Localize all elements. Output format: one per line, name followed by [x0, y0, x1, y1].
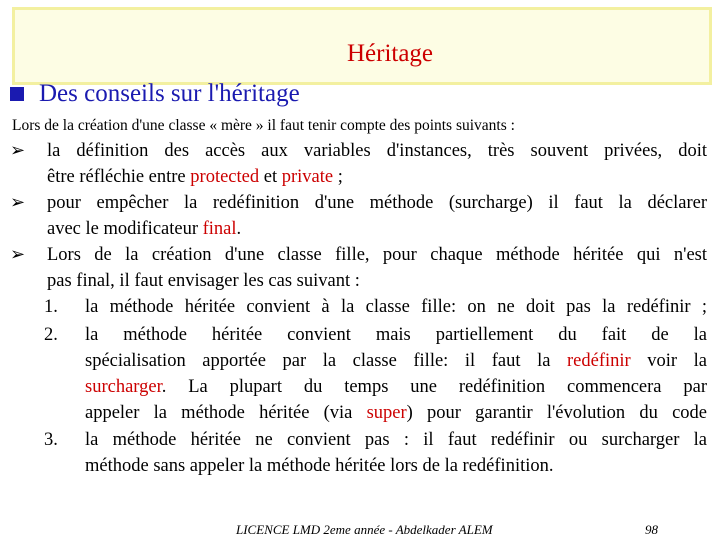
heading-text: Des conseils sur l'héritage: [39, 80, 300, 107]
bullet1-line2: [47, 164, 343, 190]
keyword-super: super: [366, 403, 407, 423]
text-span: . La plupart du temps une redéfinition commencera par: [161, 377, 707, 397]
footer-credit: LICENCE LMD 2eme année - Abdelkader ALEM: [236, 522, 493, 537]
bullet1-line1: la définition des accès aux variables d'instances, très souvent privées, doit: [47, 141, 707, 161]
text-span: .: [236, 219, 242, 239]
text-span: être réfléchie entre: [47, 167, 191, 187]
keyword-private: private: [281, 167, 334, 187]
bullet3-line1: Lors de la création d'une classe fille, pour chaque méthode héritée qui n'est: [47, 245, 707, 265]
keyword-final: final: [202, 219, 237, 239]
item3-line2: méthode sans appeler la méthode héritée lors de la redéfinition.: [85, 456, 554, 476]
arrow-bullet-icon: ➢: [10, 140, 26, 161]
arrow-bullet-icon: ➢: [10, 192, 26, 213]
text-span: voir la: [630, 351, 707, 371]
intro-text: Lors de la création d'une classe « mère » il faut tenir compte des points suivants :: [12, 117, 515, 134]
bullet2-line2: [47, 216, 241, 242]
text-span: spécialisation apportée par la classe fille: il faut la: [85, 351, 567, 371]
item2-line4: [85, 400, 707, 426]
keyword-surcharger: surcharger: [85, 377, 162, 397]
square-bullet-icon: [10, 87, 24, 101]
list-number-3: 3.: [44, 430, 58, 450]
keyword-redefinir: redéfinir: [567, 351, 631, 371]
arrow-bullet-icon: ➢: [10, 244, 26, 265]
keyword-protected: protected: [190, 167, 260, 187]
title-box: [12, 7, 712, 85]
list-number-1: 1.: [44, 297, 58, 317]
text-span: ) pour garantir l'évolution du code: [406, 403, 707, 423]
slide-title: Héritage: [346, 40, 434, 67]
section-heading: [10, 80, 300, 108]
item2-line2: [85, 348, 707, 374]
page-number: 98: [645, 522, 658, 537]
text-span: ;: [333, 167, 343, 187]
text-span: appeler la méthode héritée (via: [85, 403, 367, 423]
text-span: avec le modificateur: [47, 219, 203, 239]
item3-line1: la méthode héritée ne convient pas : il faut redéfinir ou surcharger la: [85, 430, 707, 450]
bullet2-line1: pour empêcher la redéfinition d'une méthode (surcharge) il faut la déclarer: [47, 193, 707, 213]
item1-line1: la méthode héritée convient à la classe fille: on ne doit pas la redéfinir ;: [85, 297, 707, 317]
list-number-2: 2.: [44, 325, 58, 345]
text-span: et: [259, 167, 282, 187]
item2-line1: la méthode héritée convient mais partiellement du fait de la: [85, 325, 707, 345]
item2-line3: [85, 374, 707, 400]
bullet3-line2: pas final, il faut envisager les cas suivant :: [47, 271, 360, 291]
